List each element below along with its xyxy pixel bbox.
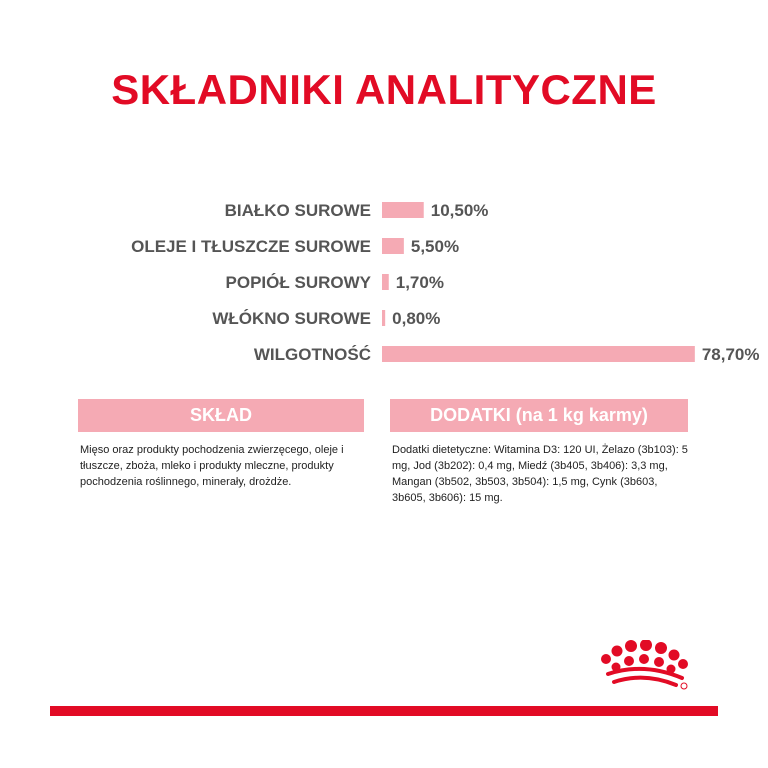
value-label: 0,80% [392,309,441,328]
bar [382,274,389,290]
composition-header: SKŁAD [78,399,364,432]
bar [382,202,424,218]
value-label: 5,50% [410,237,460,256]
bar [382,346,695,362]
page-title: SKŁADNIKI ANALITYCZNE [111,66,657,113]
category-label: WILGOTNOŚĆ [253,345,371,364]
category-label: POPIÓŁ SUROWY [225,273,371,292]
royal-crown-icon [598,640,690,692]
category-label: WŁÓKNO SUROWE [212,309,371,328]
category-label: OLEJE I TŁUSZCZE SUROWE [131,237,371,256]
value-label: 78,70% [701,345,760,364]
composition-text: Mięso oraz produkty pochodzenia zwierzęcego, oleje i tłuszcze, zboża, mleko i produkty mleczne, produkty pochodzenia roślinnego, minerały, drożdże. [80,444,344,488]
category-label: BIAŁKO SUROWE [224,201,371,220]
value-label: 10,50% [430,201,489,220]
additives-header: DODATKI (na 1 kg karmy) [390,399,688,432]
nutrient-bar-chart [0,190,768,380]
value-label: 1,70% [395,273,444,292]
additives-text: Dodatki dietetyczne: Witamina D3: 120 UI, Żelazo (3b103): 5 mg, Jod (3b202): 0,4 mg, Miedź (3b405, 3b406): 3,3 mg, Mangan (3b502, 3b503, 3b504): 1,5 mg, Cynk (3b603, 3b605, 3b606): 15 mg. [392,444,688,504]
bar [382,238,404,254]
bottom-brand-bar [50,706,718,716]
bar [382,310,385,326]
